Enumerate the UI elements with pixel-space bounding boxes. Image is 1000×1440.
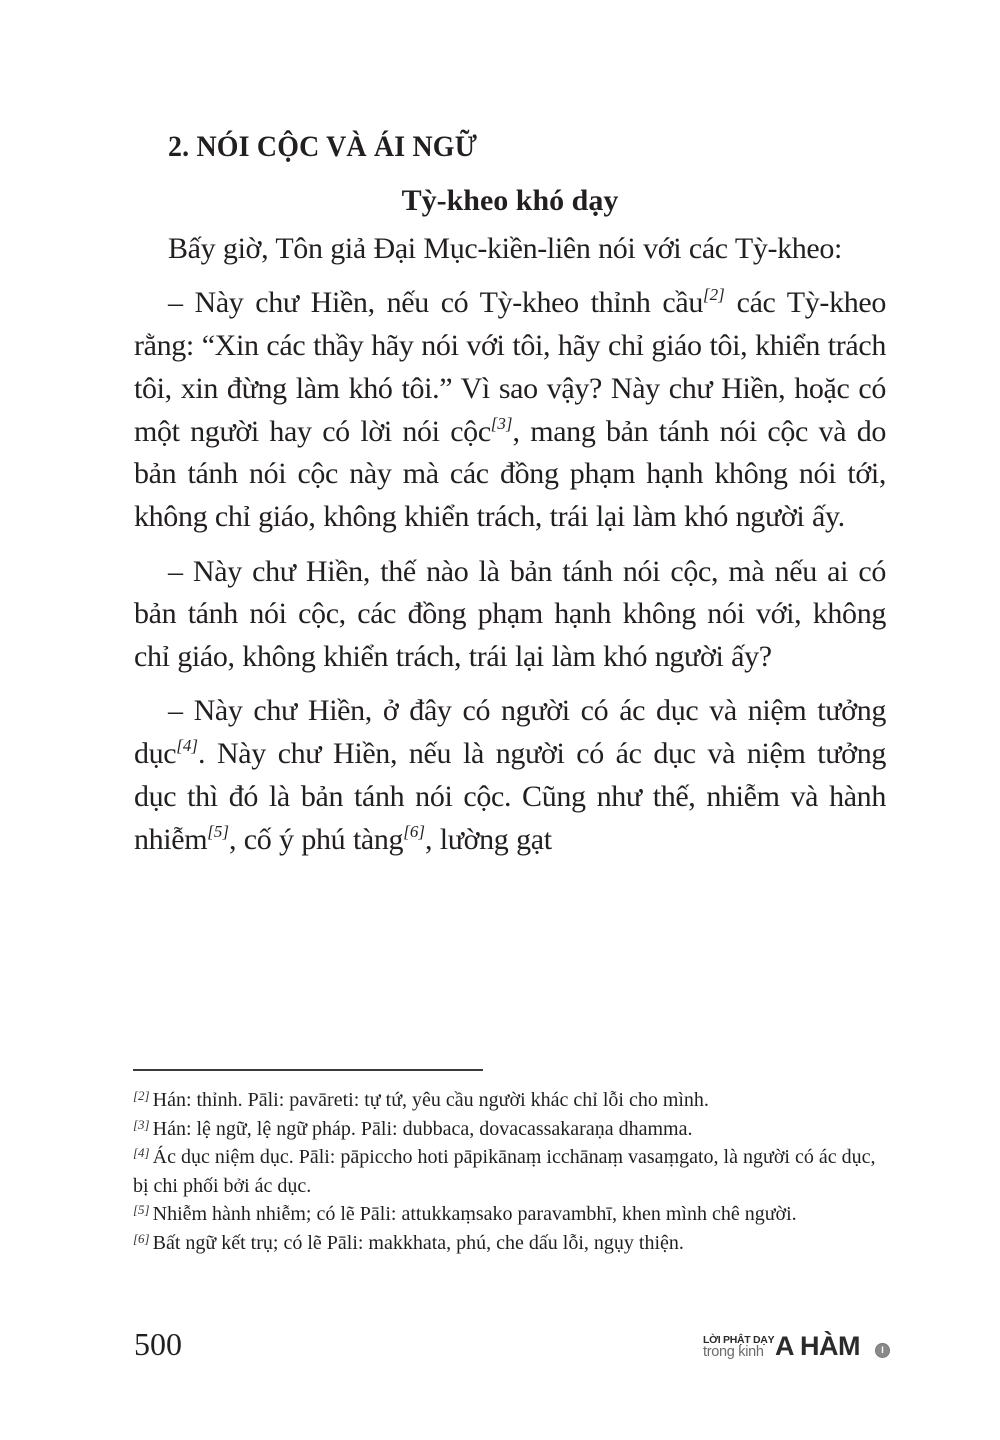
paragraph: – Này chư Hiền, ở đây có người có ác dục và niệm tưởng dục[4]. Này chư Hiền, nếu là người có ác dục và niệm tưởng dục thì đó là bản tánh nói cộc. Cũng như thế, nhiễm và hành nhiễm[5], cố ý phú tàng[6], lường gạt	[134, 694, 886, 856]
footnote	[133, 1143, 893, 1200]
footnote	[133, 1229, 893, 1258]
footnote	[133, 1115, 893, 1144]
footnote-divider	[133, 1069, 483, 1071]
footnote-reference[interactable]: [2]	[703, 285, 725, 305]
paragraph: – Này chư Hiền, nếu có Tỳ-kheo thỉnh cầu[2] các Tỳ-kheo rằng: “Xin các thầy hãy nói với tôi, hãy chỉ giáo tôi, khiển trách tôi, xin đừng làm khó tôi.” Vì sao vậy? Này chư Hiền, hoặc có một người hay có lời nói cộc[3], mang bản tánh nói cộc và do bản tánh nói cộc này mà các đồng phạm hạnh không nói tới, không chỉ giáo, không khiển trách, trái lại làm khó người ấy.	[134, 285, 886, 534]
footnote-mark: [3]	[133, 1116, 150, 1132]
footnote	[133, 1086, 893, 1115]
body-text	[134, 228, 886, 873]
footnote-mark: [5]	[133, 1202, 150, 1217]
footnote-text: Bất ngữ kết trụ; có lẽ Pāli: makkhata, phú, che dấu lỗi, ngụy thiện.	[152, 1231, 684, 1254]
footnote-reference[interactable]: [5]	[207, 821, 229, 841]
footnotes	[133, 1086, 893, 1257]
footnote-text: Ác dục niệm dục. Pāli: pāpiccho hoti pāpikānaṃ icchānaṃ vasaṃgato, là người có ác dục, bị chi phối bởi ác dục.	[133, 1146, 876, 1197]
footnote-reference[interactable]: [6]	[403, 821, 425, 841]
paragraph: Bấy giờ, Tôn giả Đại Mục-kiền-liên nói với các Tỳ-kheo:	[168, 232, 843, 265]
logo-line-1: LỜI PHẬT DẠY	[703, 1334, 775, 1346]
volume-badge-icon: I	[875, 1343, 890, 1358]
page-number: 500	[134, 1326, 182, 1362]
section-heading: 2. NÓI CỘC VÀ ÁI NGỮ	[168, 130, 478, 163]
footnote-text: Hán: thỉnh. Pāli: pavāreti: tự tứ, yêu cầu người khác chỉ lỗi cho mình.	[152, 1089, 709, 1111]
logo-line-2: trong kinh	[703, 1344, 764, 1360]
footnote-text: Nhiễm hành nhiễm; có lẽ Pāli: attukkaṃsako paravambhī, khen mình chê người.	[152, 1203, 797, 1225]
footnote-mark: [2]	[133, 1088, 150, 1103]
sutra-title: Tỳ-kheo khó dạy	[401, 184, 619, 217]
paragraph: – Này chư Hiền, thế nào là bản tánh nói cộc, mà nếu ai có bản tánh nói cộc, các đồng phạm hạnh không nói với, không chỉ giáo, không khiển trách, trái lại làm khó người ấy?	[134, 554, 886, 674]
logo-subtitle	[703, 1334, 779, 1359]
footnote-mark: [4]	[133, 1145, 150, 1160]
footnote-reference[interactable]: [3]	[490, 413, 513, 433]
footnote-text: Hán: lệ ngữ, lệ ngữ pháp. Pāli: dubbaca, dovacassakaraṇa dhamma.	[152, 1117, 693, 1140]
footnote-reference[interactable]: [4]	[176, 736, 198, 756]
logo-title: A HÀM	[775, 1331, 860, 1361]
footnote	[133, 1200, 893, 1229]
footnote-mark: [6]	[133, 1230, 150, 1246]
